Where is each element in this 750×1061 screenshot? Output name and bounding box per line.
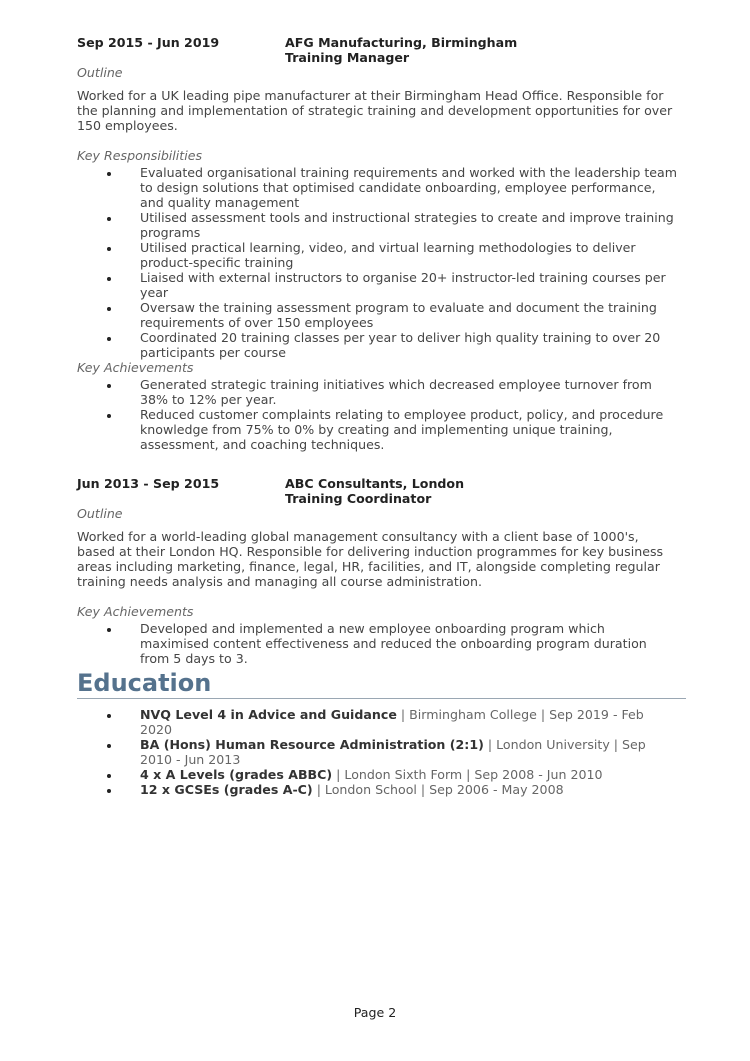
job-dates: Jun 2013 - Sep 2015 — [77, 476, 220, 491]
education-details: | Birmingham College | Sep 2019 - Feb 2020 — [140, 707, 644, 737]
education-heading: Education — [77, 668, 686, 699]
job-outline: Worked for a world-leading global management consultancy with a client base of 1000's, based at their London HQ. Responsible for delivering induction programmes for key business areas including marketing, finance, legal, HR, facilities, and IT, alongside completing regular training needs analysis and managing all course administration. — [77, 529, 664, 589]
job-organisation: AFG Manufacturing, Birmingham — [285, 35, 518, 50]
job-outline: Worked for a UK leading pipe manufacturer at their Birmingham Head Office. Responsible for the planning and implementation of strategic training and development opportunities for over 150 employees. — [77, 88, 673, 133]
education-list — [77, 707, 677, 797]
job-role: Training Coordinator — [285, 491, 432, 506]
education-item — [77, 767, 677, 782]
list-item: Evaluated organisational training requirements and worked with the leadership team to design solutions that optimised candidate onboarding, employee performance, and quality management — [77, 165, 677, 210]
job-role: Training Manager — [285, 50, 410, 65]
responsibilities-list — [77, 165, 677, 360]
qualification: NVQ Level 4 in Advice and Guidance — [140, 707, 397, 722]
achievements-list — [77, 377, 677, 452]
list-item: Developed and implemented a new employee onboarding program which maximised content effectiveness and reduced the onboarding program duration from 5 days to 3. — [77, 621, 677, 666]
achievements-list — [77, 621, 677, 666]
outline-label: Outline — [77, 65, 123, 80]
qualification: 4 x A Levels (grades ABBC) — [140, 767, 333, 782]
education-details: | London School | Sep 2006 - May 2008 — [312, 782, 564, 797]
qualification: BA (Hons) Human Resource Administration (2:1) — [140, 737, 484, 752]
education-details: | London Sixth Form | Sep 2008 - Jun 2010 — [332, 767, 603, 782]
page-number: Page 2 — [353, 1005, 397, 1020]
qualification: 12 x GCSEs (grades A-C) — [140, 782, 313, 797]
job-organisation: ABC Consultants, London — [285, 476, 465, 491]
education-details: | London University | Sep 2010 - Jun 2013 — [140, 737, 646, 767]
list-item: Utilised practical learning, video, and virtual learning methodologies to deliver product-specific training — [77, 240, 677, 270]
list-item: Oversaw the training assessment program to evaluate and document the training requirements of over 150 employees — [77, 300, 677, 330]
list-item: Utilised assessment tools and instructional strategies to create and improve training programs — [77, 210, 677, 240]
education-item — [77, 782, 677, 797]
achievements-label: Key Achievements — [77, 604, 194, 619]
responsibilities-label: Key Responsibilities — [77, 148, 203, 163]
job-dates: Sep 2015 - Jun 2019 — [77, 35, 220, 50]
list-item: Reduced customer complaints relating to employee product, policy, and procedure knowledge from 75% to 0% by creating and implementing unique training, assessment, and coaching techniques. — [77, 407, 677, 452]
achievements-label: Key Achievements — [77, 360, 194, 375]
outline-label: Outline — [77, 506, 123, 521]
list-item: Generated strategic training initiatives which decreased employee turnover from 38% to 12% per year. — [77, 377, 677, 407]
list-item: Coordinated 20 training classes per year to deliver high quality training to over 20 participants per course — [77, 330, 677, 360]
education-item — [77, 707, 677, 737]
list-item: Liaised with external instructors to organise 20+ instructor-led training courses per year — [77, 270, 677, 300]
education-item — [77, 737, 677, 767]
